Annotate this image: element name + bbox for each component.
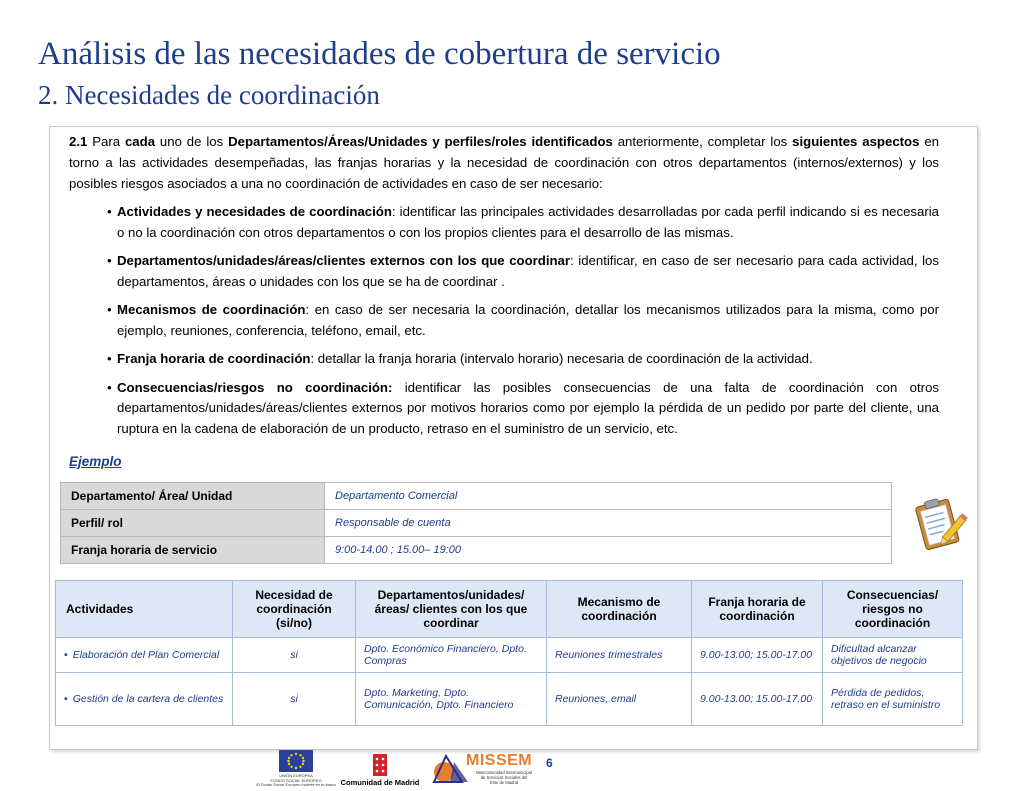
page-subtitle: 2. Necesidades de coordinación — [38, 80, 380, 110]
table-cell: 9.00-13.00; 15.00-17.00 — [692, 638, 823, 673]
table-header-row — [56, 581, 963, 638]
list-item: • Departamentos/unidades/áreas/clientes externos con los que coordinar: identificar, en caso de ser necesario para cada actividad, los departamentos, áreas o unidades con los que se ha de coordinar . — [107, 251, 939, 292]
column-header: Departamentos/unidades/ áreas/ clientes con los que coordinar — [356, 581, 547, 638]
example-heading: Ejemplo — [69, 454, 122, 469]
column-header: Actividades — [56, 581, 233, 638]
column-header: Franja horaria de coordinación — [692, 581, 823, 638]
info-key: Perfil/ rol — [61, 510, 325, 537]
info-value: Departamento Comercial — [325, 483, 892, 510]
list-item: • Mecanismos de coordinación: en caso de ser necesaria la coordinación, detallar los mecanismos utilizados para la misma, como por ejemplo, reuniones, conferencia, teléfono, email, etc. — [107, 300, 939, 341]
table-cell: Pérdida de pedidos, retraso en el suministro — [823, 673, 963, 726]
table-cell: si — [233, 638, 356, 673]
info-key: Franja horaria de servicio — [61, 537, 325, 564]
table-cell: 9.00-13.00; 15.00-17.00 — [692, 673, 823, 726]
intro-number: 2.1 — [69, 134, 88, 149]
table-row — [61, 510, 892, 537]
info-value: 9:00-14.00 ; 15.00– 19:00 — [325, 537, 892, 564]
table-row — [56, 638, 963, 673]
activities-table — [55, 580, 963, 726]
column-header: Consecuencias/ riesgos no coordinación — [823, 581, 963, 638]
table-cell: Dificultad alcanzar objetivos de negocio — [823, 638, 963, 673]
column-header: Mecanismo de coordinación — [547, 581, 692, 638]
comunidad-madrid-logo: Comunidad de Madrid — [332, 748, 428, 791]
list-item: • Actividades y necesidades de coordinación: identificar las principales actividades desarrolladas por cada perfil indicando si es necesaria o no la coordinación con otros departamentos o con los propios clientes para el desarrollo de las mismas. — [107, 202, 939, 243]
list-item: • Consecuencias/riesgos no coordinación: identificar las posibles consecuencias de una falta de coordinación con otros departamentos/unidades/áreas/clientes externos por motivos horarios como por ejemplo la pérdida de un pedido por parte del cliente, una ruptura en la cadena de elaboración de un producto, retraso en el suministro de un servicio, etc. — [107, 378, 939, 440]
page-number: 6 — [546, 756, 553, 770]
table-cell: • Elaboración del Plan Comercial — [56, 638, 233, 673]
madrid-stars-icon — [373, 754, 387, 776]
info-key: Departamento/ Área/ Unidad — [61, 483, 325, 510]
table-cell: si — [233, 673, 356, 726]
info-value: Responsable de cuenta — [325, 510, 892, 537]
table-row — [61, 483, 892, 510]
table-cell: Reuniones trimestrales — [547, 638, 692, 673]
page-title: Análisis de las necesidades de cobertura de servicio — [38, 36, 721, 72]
table-cell: Dpto. Marketing, Dpto. Comunicación, Dpto. Financiero — [356, 673, 547, 726]
table-row — [56, 673, 963, 726]
table-cell: Reuniones, email — [547, 673, 692, 726]
missem-logo: MISSEM Mancomunidad Intermunicipal de Servicios Sociales del Este de Madrid — [432, 748, 542, 791]
eu-logo: UNIÓN EUROPEA FONDO SOCIAL EUROPEO El Fondo Social Europeo invierte en tu futuro — [256, 748, 336, 791]
clipboard-icon — [908, 492, 970, 554]
table-row — [61, 537, 892, 564]
info-table — [60, 482, 892, 564]
column-header: Necesidad de coordinación (si/no) — [233, 581, 356, 638]
eu-flag-icon — [279, 750, 313, 772]
table-cell: Dpto. Económico Financiero, Dpto. Compras — [356, 638, 547, 673]
aspects-list — [107, 202, 939, 447]
intro-paragraph: 2.1 Para cada uno de los Departamentos/Áreas/Unidades y perfiles/roles identificados anteriormente, completar los siguientes aspectos en torno a las actividades desempeñadas, las franjas horarias y la necesidad de coordinación con otros departamentos (internos/externos) y los posibles riesgos asociados a una no coordinación de actividades en caso de ser necesario: — [69, 134, 939, 191]
table-cell: • Gestión de la cartera de clientes — [56, 673, 233, 726]
list-item: • Franja horaria de coordinación: detallar la franja horaria (intervalo horario) necesaria de coordinación de la actividad. — [107, 349, 939, 370]
